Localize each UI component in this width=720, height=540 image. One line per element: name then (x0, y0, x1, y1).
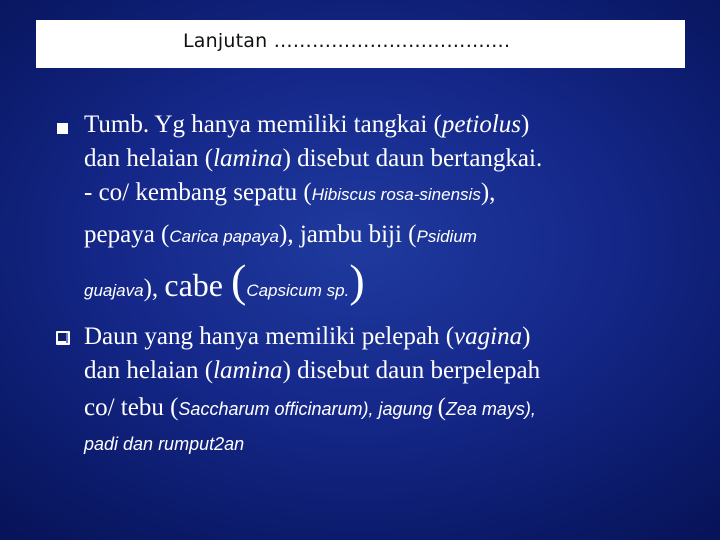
term-lamina: lamina (213, 145, 283, 172)
bullet-2-line-4 (84, 429, 700, 458)
text-run: dan helaian ( (84, 145, 214, 172)
square-bullet-icon (57, 123, 68, 134)
text-run: ) disebut daun bertangkai. (282, 145, 543, 172)
text-run: ), (480, 179, 496, 206)
species-saccharum: Saccharum officinarum (178, 399, 363, 419)
text-run: ( (231, 255, 247, 306)
species-zea: Zea mays (445, 399, 525, 419)
term-vagina: vagina (454, 323, 523, 350)
bullet-item-1 (50, 108, 700, 320)
text-run: pepaya ( (84, 221, 170, 248)
text-run: ) (521, 111, 530, 138)
slide-title: Lanjutan ………………………………. (183, 30, 511, 52)
bullet-2-line-1 (84, 320, 700, 354)
bullet-1-line-2 (84, 142, 700, 176)
text-run: ) (522, 323, 531, 350)
bullet-2-line-3 (84, 388, 700, 429)
text-jagung: jagung (378, 399, 438, 419)
text-run: ), (143, 275, 165, 302)
text-run: co/ tebu ( (84, 394, 179, 421)
text-padi-rumput: padi dan rumput2an (84, 434, 245, 454)
term-lamina: lamina (213, 357, 283, 384)
bullet-item-2 (50, 320, 700, 458)
slide-content (50, 108, 700, 458)
species-guajava: guajava (84, 281, 144, 300)
species-psidium: Psidium (416, 227, 477, 246)
text-cabe: cabe (164, 267, 231, 303)
text-run: ) disebut daun berpelepah (282, 357, 541, 384)
species-hibiscus: Hibiscus rosa-sinensis (311, 185, 481, 204)
text-run: ), jambu biji ( (279, 221, 417, 248)
text-run: - co/ kembang sepatu ( (84, 179, 312, 206)
text-run: Tumb. Yg hanya memiliki tangkai ( (84, 111, 442, 138)
text-run: dan helaian ( (84, 357, 214, 384)
bullet-1-line-4 (84, 212, 700, 256)
bullet-1-line-3 (84, 176, 700, 212)
bullet-2-line-2 (84, 354, 700, 388)
species-carica: Carica papaya (169, 227, 279, 246)
text-run: Daun yang hanya memiliki pelepah ( (84, 323, 455, 350)
term-petiolus: petiolus (441, 111, 522, 138)
text-run: ), (362, 399, 379, 419)
bullet-1-line-5 (84, 256, 700, 320)
text-run: ), (524, 399, 536, 419)
title-bar (36, 20, 685, 68)
bullet-1-line-1 (84, 108, 700, 142)
text-run: ) (349, 255, 365, 306)
text-run: ( (437, 394, 446, 421)
species-capsicum: Capsicum sp. (246, 281, 350, 300)
hollow-square-bullet-icon (56, 331, 70, 345)
